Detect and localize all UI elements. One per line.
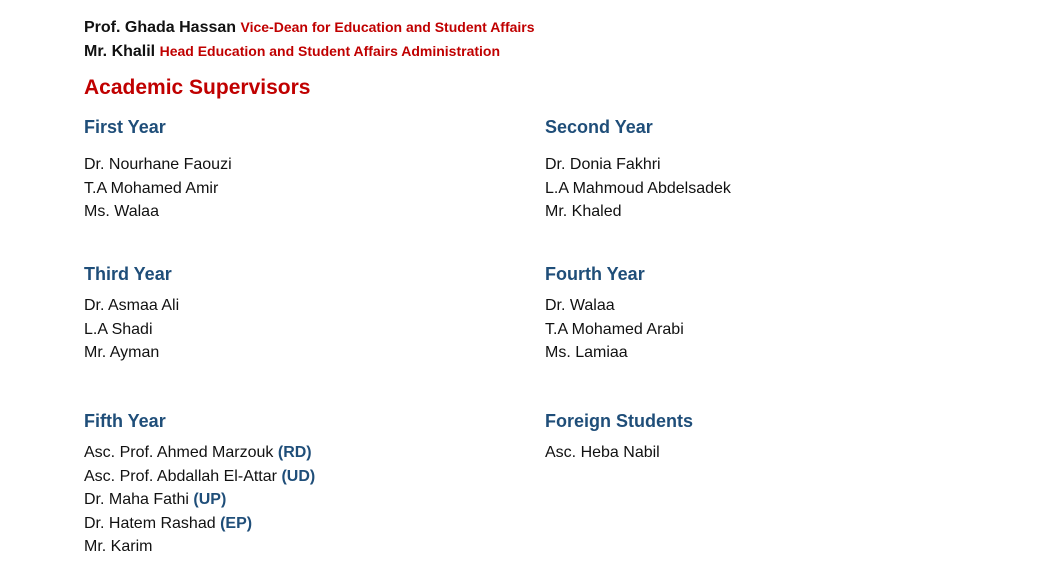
member-list: [84, 441, 524, 559]
member-list: [545, 153, 985, 224]
section-title: Academic Supervisors: [84, 76, 311, 99]
group-title: First Year: [84, 117, 166, 137]
member-item: Mr. Khaled: [545, 203, 622, 220]
member-item: L.A Shadi: [84, 320, 153, 338]
group-second-year: [545, 116, 985, 224]
member-item: Ms. Walaa: [84, 203, 159, 220]
member-list: [545, 441, 985, 465]
group-title: Foreign Students: [545, 411, 693, 431]
member-item: [84, 488, 524, 512]
group-fourth-year: [545, 263, 985, 365]
group-fifth-year: [84, 410, 524, 559]
member-name: Dr. Maha Fathi: [84, 491, 189, 508]
group-first-year: [84, 116, 524, 224]
vice-dean-role: Vice-Dean for Education and Student Affairs: [240, 19, 535, 35]
member-item: [84, 535, 524, 559]
member-item: L.A Mahmoud Abdelsadek: [545, 179, 731, 197]
group-title: Third Year: [84, 264, 172, 284]
group-title: Second Year: [545, 117, 653, 137]
member-item: Asc. Heba Nabil: [545, 444, 660, 461]
department-tag: (UD): [281, 467, 316, 485]
member-item: [84, 512, 524, 536]
admin-head-line: [84, 43, 500, 61]
member-item: T.A Mohamed Amir: [84, 179, 219, 197]
member-item: Mr. Ayman: [84, 344, 160, 361]
department-tag: (UP): [193, 491, 227, 508]
admin-head-name: Mr. Khalil: [84, 43, 156, 60]
member-item: [84, 441, 524, 465]
member-list: [545, 294, 985, 365]
vice-dean-name: Prof. Ghada Hassan: [84, 19, 237, 36]
member-item: Ms. Lamiaa: [545, 344, 628, 361]
group-foreign-students: [545, 410, 985, 465]
member-item: [84, 465, 524, 489]
member-item: Dr. Walaa: [545, 297, 615, 314]
member-item: Dr. Donia Fakhri: [545, 156, 661, 173]
member-item: Dr. Asmaa Ali: [84, 297, 180, 314]
member-item: Dr. Nourhane Faouzi: [84, 156, 232, 173]
member-name: Mr. Karim: [84, 538, 153, 555]
member-name: Asc. Prof. Ahmed Marzouk: [84, 444, 274, 461]
group-title: Fifth Year: [84, 411, 166, 431]
group-title: Fourth Year: [545, 264, 645, 284]
member-list: [84, 294, 524, 365]
member-item: T.A Mohamed Arabi: [545, 320, 684, 338]
group-third-year: [84, 263, 524, 365]
department-tag: (RD): [277, 444, 312, 461]
department-tag: (EP): [220, 514, 253, 532]
member-list: [84, 153, 524, 224]
member-name: Asc. Prof. Abdallah El-Attar: [84, 467, 277, 485]
vice-dean-line: [84, 19, 535, 37]
admin-head-role: Head Education and Student Affairs Administration: [159, 43, 501, 59]
member-name: Dr. Hatem Rashad: [84, 514, 216, 532]
